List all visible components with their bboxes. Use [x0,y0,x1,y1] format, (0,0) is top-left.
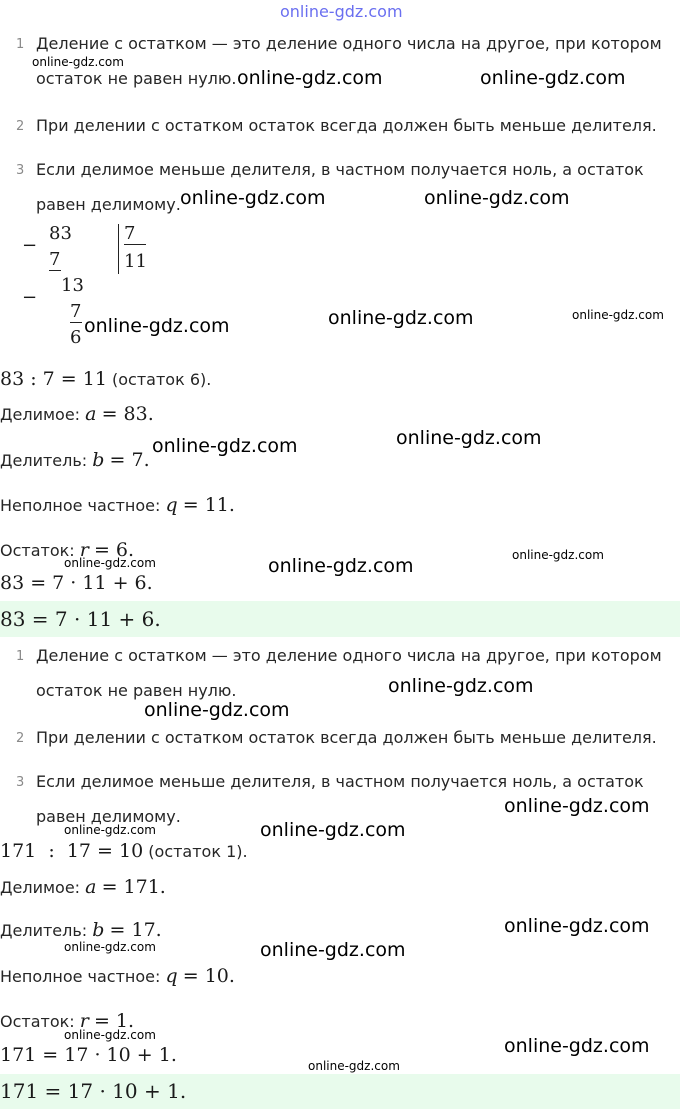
check-equation: 171 = 17 · 10 + 1. [0,1044,177,1066]
rule-text: Если делимое меньше делителя, в частном получается ноль, а остаток [36,772,644,791]
rule-text: При делении с остатком остаток всегда должен быть меньше делителя. [36,116,657,135]
partial-dividend: 13 [61,275,84,296]
subtrahend-1: 7 [49,249,61,270]
divisor-line: Делитель: b = 7. [0,449,150,471]
equation: 83 : 7 = 11 [0,368,107,390]
watermark: online-gdz.com [84,315,230,337]
rule-text: При делении с остатком остаток всегда должен быть меньше делителя. [36,728,657,747]
remainder-note: (остаток 6). [112,370,212,389]
minus-sign-2: − [22,287,38,308]
division-bracket [118,224,119,274]
rule-number: 2 [16,731,25,746]
equation: 171 : 17 = 10 [0,840,144,862]
minus-sign: − [22,235,38,256]
watermark: online-gdz.com [480,67,626,89]
watermark: online-gdz.com [512,548,604,562]
rule-text: остаток не равен нулю. [36,681,237,700]
rule-number: 3 [16,163,25,178]
answer-equation: 171 = 17 · 10 + 1. [0,1079,187,1103]
remainder-line: Остаток: r = 1. [0,1010,135,1032]
check-equation: 83 = 7 · 11 + 6. [0,572,153,594]
rule-text: Если делимое меньше делителя, в частном получается ноль, а остаток [36,160,644,179]
rule-number: 1 [16,649,25,664]
watermark: online-gdz.com [237,67,383,89]
watermark: online-gdz.com [504,1035,650,1057]
rule-text: остаток не равен нулю. [36,69,237,88]
divisor: 7 [124,223,146,245]
quotient: 11 [124,251,147,272]
watermark: online-gdz.com [424,187,570,209]
watermark: online-gdz.com [64,1028,156,1042]
watermark: online-gdz.com [260,939,406,961]
quotient-line: Неполное частное: q = 11. [0,494,235,516]
remainder-note: (остаток 1). [148,842,248,861]
watermark-top: online-gdz.com [280,2,403,21]
watermark: online-gdz.com [180,187,326,209]
rule-number: 3 [16,775,25,790]
divisor-line: Делитель: b = 17. [0,919,162,941]
watermark: online-gdz.com [32,55,124,69]
rule-text: равен делимому. [36,807,181,826]
rule-text: Деление с остатком — это деление одного числа на другое, при котором [36,34,662,53]
equation-line [0,368,211,390]
watermark: online-gdz.com [308,1059,400,1073]
equation-line [0,840,248,862]
watermark: online-gdz.com [388,675,534,697]
quotient-line: Неполное частное: q = 10. [0,965,235,987]
watermark: online-gdz.com [328,307,474,329]
watermark: online-gdz.com [260,819,406,841]
watermark: online-gdz.com [396,427,542,449]
dividend: 83 [49,223,72,244]
watermark: online-gdz.com [144,699,290,721]
rule-text: равен делимому. [36,195,181,214]
watermark: online-gdz.com [64,556,156,570]
watermark: online-gdz.com [64,940,156,954]
remainder-line: Остаток: r = 6. [0,539,135,561]
watermark: online-gdz.com [152,435,298,457]
watermark: online-gdz.com [268,555,414,577]
subtrahend-2: 7 [70,301,82,322]
watermark: online-gdz.com [504,795,650,817]
rule-text: Деление с остатком — это деление одного числа на другое, при котором [36,646,662,665]
watermark: online-gdz.com [64,823,156,837]
dividend-line: Делимое: a = 171. [0,876,166,898]
watermark: online-gdz.com [504,915,650,937]
dividend-line: Делимое: a = 83. [0,403,154,425]
answer-equation: 83 = 7 · 11 + 6. [0,607,161,631]
rule-number: 1 [16,37,25,52]
rule-number: 2 [16,119,25,134]
remainder: 6 [70,327,82,348]
watermark: online-gdz.com [572,308,664,322]
